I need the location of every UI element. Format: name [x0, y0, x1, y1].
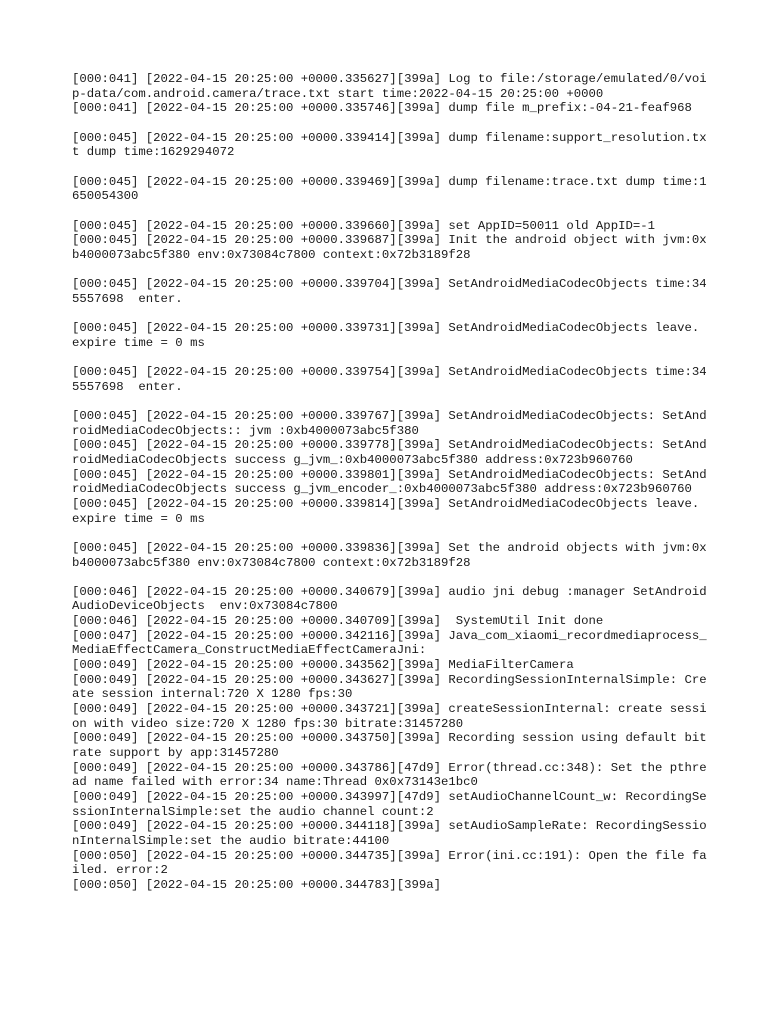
log-entry: [000:045] [2022-04-15 20:25:00 +0000.339754][399a] SetAndroidMediaCodecObjects time:345557698 enter.: [72, 365, 707, 394]
log-entry: [000:045] [2022-04-15 20:25:00 +0000.339731][399a] SetAndroidMediaCodecObjects leave. expire time = 0 ms: [72, 321, 707, 350]
log-entry: [000:045] [2022-04-15 20:25:00 +0000.339778][399a] SetAndroidMediaCodecObjects: SetAndroidMediaCodecObjects success g_jvm_:0xb4000073abc5f380 address:0x723b960760: [72, 438, 707, 467]
log-entry: [000:049] [2022-04-15 20:25:00 +0000.343997][47d9] setAudioChannelCount_w: RecordingSessionInternalSimple:set the audio channel count:2: [72, 790, 707, 819]
log-entry: [000:049] [2022-04-15 20:25:00 +0000.343786][47d9] Error(thread.cc:348): Set the pthread name failed with error:34 name:Thread 0x0x73143e1bc0: [72, 760, 707, 790]
log-entry: [000:045] [2022-04-15 20:25:00 +0000.339767][399a] SetAndroidMediaCodecObjects: SetAndroidMediaCodecObjects:: jvm :0xb4000073abc5f380: [72, 408, 707, 438]
log-entry: [000:049] [2022-04-15 20:25:00 +0000.343721][399a] createSessionInternal: create session with video size:720 X 1280 fps:30 bitrate:31457280: [72, 702, 707, 731]
log-entry: [000:045] [2022-04-15 20:25:00 +0000.339469][399a] dump filename:trace.txt dump time:1650054300: [72, 174, 707, 204]
log-entry: [000:047] [2022-04-15 20:25:00 +0000.342116][399a] Java_com_xiaomi_recordmediaprocess_MediaEffectCamera_ConstructMediaEffectCameraJni:: [72, 628, 707, 658]
log-entry: [000:050] [2022-04-15 20:25:00 +0000.344735][399a] Error(ini.cc:191): Open the file failed. error:2: [72, 848, 707, 878]
log-entry: [000:045] [2022-04-15 20:25:00 +0000.339801][399a] SetAndroidMediaCodecObjects: SetAndroidMediaCodecObjects success g_jvm_encoder_:0xb4000073abc5f380 address:0x723b960760: [72, 467, 707, 497]
log-entry: [000:045] [2022-04-15 20:25:00 +0000.339836][399a] Set the android objects with jvm:0xb4000073abc5f380 env:0x73084c7800 context:0x72b3189f28: [72, 540, 707, 570]
log-entry: [000:049] [2022-04-15 20:25:00 +0000.343750][399a] Recording session using default bitrate support by app:31457280: [72, 731, 707, 761]
log-entry: [000:046] [2022-04-15 20:25:00 +0000.340679][399a] audio jni debug :manager SetAndroidAudioDeviceObjects env:0x73084c7800: [72, 584, 707, 614]
log-entry: [000:049] [2022-04-15 20:25:00 +0000.343562][399a] MediaFilterCamera: [72, 658, 574, 673]
log-entry: [000:045] [2022-04-15 20:25:00 +0000.339660][399a] set AppID=50011 old AppID=-1: [72, 218, 655, 233]
log-entry: [000:041] [2022-04-15 20:25:00 +0000.335746][399a] dump file m_prefix:-04-21-feaf968: [72, 101, 692, 116]
log-entry: [000:045] [2022-04-15 20:25:00 +0000.339687][399a] Init the android object with jvm:0xb4000073abc5f380 env:0x73084c7800 context:0x72b3189f28: [72, 233, 707, 262]
log-entry: [000:046] [2022-04-15 20:25:00 +0000.340709][399a] SystemUtil Init done: [72, 614, 604, 629]
log-entry: [000:050] [2022-04-15 20:25:00 +0000.344783][399a]: [72, 877, 441, 892]
log-entry: [000:049] [2022-04-15 20:25:00 +0000.343627][399a] RecordingSessionInternalSimple: Create session internal:720 X 1280 fps:30: [72, 672, 707, 702]
log-entry: [000:049] [2022-04-15 20:25:00 +0000.344118][399a] setAudioSampleRate: RecordingSessionInternalSimple:set the audio bitrate:44100: [72, 819, 707, 848]
log-entry: [000:041] [2022-04-15 20:25:00 +0000.335627][399a] Log to file:/storage/emulated/0/voip-data/com.android.camera/trace.txt start time:2022-04-15 20:25:00 +0000: [72, 72, 707, 101]
log-document: [72, 72, 712, 893]
log-entry: [000:045] [2022-04-15 20:25:00 +0000.339704][399a] SetAndroidMediaCodecObjects time:345557698 enter.: [72, 277, 707, 306]
log-entry: [000:045] [2022-04-15 20:25:00 +0000.339814][399a] SetAndroidMediaCodecObjects leave. expire time = 0 ms: [72, 496, 707, 526]
log-entry: [000:045] [2022-04-15 20:25:00 +0000.339414][399a] dump filename:support_resolution.txt dump time:1629294072: [72, 130, 707, 160]
